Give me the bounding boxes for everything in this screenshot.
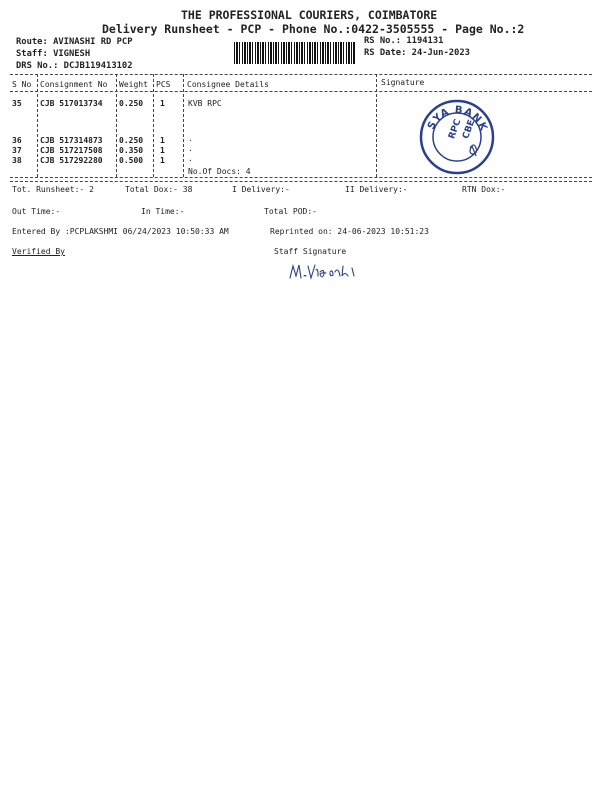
stamp-rpc-text: RPC bbox=[447, 118, 464, 141]
stamp-cbe-text: CBE bbox=[461, 118, 478, 141]
route-row bbox=[16, 37, 133, 47]
no-of-docs: No.Of Docs: 4 bbox=[188, 167, 251, 176]
col-divider bbox=[116, 74, 117, 177]
rs-date-label: RS Date: bbox=[364, 48, 407, 58]
in-time: In Time:- bbox=[141, 207, 185, 216]
rs-no-label: RS No.: bbox=[364, 36, 402, 46]
col-header-consignment: Consignment No bbox=[40, 80, 108, 89]
staff-signature-scribble bbox=[286, 256, 366, 286]
drs-value: DCJB119413102 bbox=[63, 61, 133, 71]
i-delivery: I Delivery:- bbox=[232, 185, 290, 194]
rtn-dox: RTN Dox:- bbox=[462, 185, 506, 194]
row-consignee: KVB RPC bbox=[188, 99, 222, 108]
col-header-pcs: PCS bbox=[156, 80, 171, 89]
row-consignment: CJB 517217508 bbox=[40, 146, 103, 155]
entered-by: Entered By :PCPLAKSHMI 06/24/2023 10:50:33 AM bbox=[12, 227, 229, 236]
col-divider bbox=[153, 74, 154, 177]
col-header-consignee: Consignee Details bbox=[187, 80, 269, 89]
verified-by: Verified By bbox=[12, 247, 65, 256]
runsheet-subtitle: Delivery Runsheet - PCP - Phone No.:0422-3505555 - Page No.:2 bbox=[102, 22, 525, 36]
summary-top-rule bbox=[10, 181, 592, 182]
row-consignee: . bbox=[188, 134, 193, 143]
col-header-signature: Signature bbox=[381, 78, 425, 87]
col-header-sno: S No bbox=[12, 80, 32, 89]
row-sno: 35 bbox=[12, 99, 22, 108]
row-consignee: . bbox=[188, 154, 193, 163]
col-divider bbox=[376, 74, 377, 177]
staff-signature-label: Staff Signature bbox=[274, 247, 347, 256]
row-weight: 0.350 bbox=[119, 146, 144, 155]
row-pcs: 1 bbox=[160, 156, 165, 165]
rs-date-row bbox=[364, 48, 470, 58]
rs-date-value: 24-Jun-2023 bbox=[411, 48, 470, 58]
row-weight: 0.250 bbox=[119, 136, 144, 145]
staff-label: Staff: bbox=[16, 49, 48, 59]
col-divider bbox=[37, 74, 38, 177]
staff-row bbox=[16, 49, 90, 59]
route-label: Route: bbox=[16, 37, 48, 47]
row-consignment: CJB 517013734 bbox=[40, 99, 103, 108]
row-sno: 37 bbox=[12, 146, 22, 155]
reprinted-on: Reprinted on: 24-06-2023 10:51:23 bbox=[270, 227, 429, 236]
company-title: THE PROFESSIONAL COURIERS, COIMBATORE bbox=[181, 8, 438, 22]
drs-row bbox=[16, 61, 133, 71]
row-weight: 0.250 bbox=[119, 99, 144, 108]
bank-stamp bbox=[418, 98, 496, 176]
row-consignment: CJB 517292280 bbox=[40, 156, 103, 165]
tot-runsheet: Tot. Runsheet:- 2 bbox=[12, 185, 94, 194]
total-dox: Total Dox:- 38 bbox=[125, 185, 193, 194]
row-pcs: 1 bbox=[160, 146, 165, 155]
rs-no-value: 1194131 bbox=[406, 36, 444, 46]
table-bottom-rule bbox=[10, 177, 592, 178]
staff-value: VIGNESH bbox=[53, 49, 91, 59]
row-sno: 38 bbox=[12, 156, 22, 165]
barcode bbox=[234, 42, 356, 64]
row-consignee: . bbox=[188, 144, 193, 153]
row-pcs: 1 bbox=[160, 99, 165, 108]
table-header-rule bbox=[10, 91, 592, 92]
rs-no-row bbox=[364, 36, 443, 46]
row-weight: 0.500 bbox=[119, 156, 144, 165]
total-pod: Total POD:- bbox=[264, 207, 317, 216]
out-time: Out Time:- bbox=[12, 207, 61, 216]
drs-label: DRS No.: bbox=[16, 61, 59, 71]
table-top-rule bbox=[10, 74, 592, 75]
col-header-weight: Weight bbox=[119, 80, 148, 89]
col-divider bbox=[183, 74, 184, 177]
stamp-bank-text: SYA BANK bbox=[425, 104, 490, 134]
route-value: AVINASHI RD PCP bbox=[53, 37, 133, 47]
row-pcs: 1 bbox=[160, 136, 165, 145]
row-sno: 36 bbox=[12, 136, 22, 145]
ii-delivery: II Delivery:- bbox=[345, 185, 408, 194]
row-consignment: CJB 517314873 bbox=[40, 136, 103, 145]
